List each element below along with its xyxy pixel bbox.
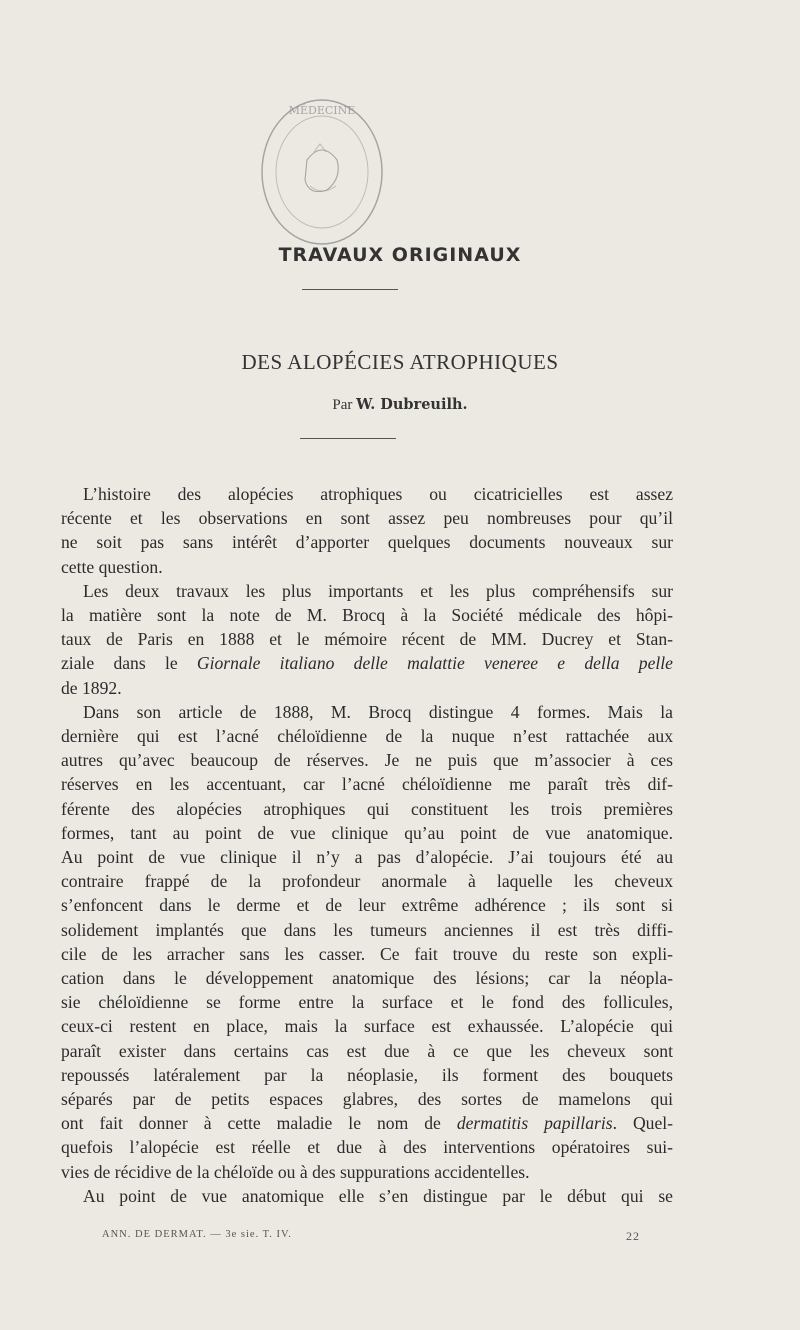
text-line: réserves en les accentuant, car l’acné chéloïdienne me paraît très dif- xyxy=(61,774,673,795)
text-line: ne soit pas sans intérêt d’apporter quelques documents nouveaux sur xyxy=(61,532,673,553)
text-line: formes, tant au point de vue clinique qu’au point de vue anatomique. xyxy=(61,822,673,843)
library-stamp-icon xyxy=(252,90,392,250)
article-title: DES ALOPÉCIES ATROPHIQUES xyxy=(241,350,559,374)
section-title: TRAVAUX ORIGINAUX xyxy=(278,244,522,266)
running-title: ANN. DE DERMAT. — 3e sie. T. IV. xyxy=(102,1229,292,1240)
text-line: sie chéloïdienne se forme entre la surface et le fond des follicules, xyxy=(61,992,673,1013)
disease-name: dermatitis papillaris xyxy=(456,1113,613,1134)
text-line: dernière qui est l’acné chéloïdienne de la nuque n’est rattachée aux xyxy=(61,726,673,747)
page-number: 22 xyxy=(626,1229,640,1243)
text-line: Au point de vue anatomique elle s’en distingue par le début qui se xyxy=(83,1185,673,1206)
text-line: cile de les arracher sans les casser. Ce fait trouve du reste son expli- xyxy=(61,943,673,964)
byline-prefix: Par xyxy=(332,397,353,413)
text-line: Dans son article de 1888, M. Brocq distingue 4 formes. Mais la xyxy=(83,701,673,722)
text-line: quefois l’alopécie est réelle et due à des interventions opératoires sui- xyxy=(61,1137,673,1158)
text-line: repoussés latéralement par la néoplasie, ils forment des bouquets xyxy=(61,1064,673,1085)
text-line: contraire frappé de la profondeur anormale à laquelle les cheveux xyxy=(61,871,673,892)
text-line: autres qu’avec beaucoup de réserves. Je ne puis que m’associer à ces xyxy=(61,750,673,771)
journal-title: Giornale italiano delle malattie veneree e della pelle xyxy=(196,653,673,674)
article-body xyxy=(61,482,673,1208)
text-line: solidement implantés que dans les tumeurs anciennes il est très diffi- xyxy=(61,919,673,940)
author-name: W. Dubreuilh. xyxy=(356,396,468,413)
text-line: paraît exister dans certains cas est due à ce que les cheveux sont xyxy=(61,1040,673,1061)
text-line: Au point de vue clinique il n’y a pas d’alopécie. J’ai toujours été au xyxy=(61,847,673,868)
text-line: s’enfoncent dans le derme et de leur extrême adhérence ; ils sont si xyxy=(61,895,673,916)
text-line: cette question. xyxy=(61,556,163,577)
text-line: récente et les observations en sont assez peu nombreuses pour qu’il xyxy=(61,508,673,529)
text-line: vies de récidive de la chéloïde ou à des suppurations accidentelles. xyxy=(61,1161,530,1182)
byline xyxy=(0,396,800,414)
text-fragment: . Quel- xyxy=(612,1113,674,1134)
stamp-arc-top: MÉDECINE xyxy=(288,104,356,117)
page-footer xyxy=(102,1229,640,1243)
text-line: taux de Paris en 1888 et le mémoire récent de MM. Ducrey et Stan- xyxy=(61,629,673,650)
text-line: la matière sont la note de M. Brocq à la Société médicale des hôpi- xyxy=(61,605,673,626)
text-line: de 1892. xyxy=(61,677,122,698)
text-line: L’histoire des alopécies atrophiques ou cicatricielles est assez xyxy=(83,484,673,504)
text-line xyxy=(61,1111,673,1135)
title-divider-top xyxy=(302,289,398,290)
text-fragment: ziale dans le xyxy=(61,653,178,674)
text-line: séparés par de petits espaces glabres, des sortes de mamelons qui xyxy=(61,1089,673,1110)
text-line: cation dans le développement anatomique des lésions; car la néopla- xyxy=(61,968,673,989)
text-line: ceux-ci restent en place, mais la surface est exhaussée. L’alopécie qui xyxy=(61,1016,673,1037)
text-line: férente des alopécies atrophiques qui constituent les trois premières xyxy=(61,798,673,819)
text-line: Les deux travaux les plus importants et les plus compréhensifs sur xyxy=(83,580,673,601)
text-fragment: ont fait donner à cette maladie le nom de xyxy=(61,1113,441,1134)
title-divider-bottom xyxy=(300,438,396,439)
text-line xyxy=(61,651,673,675)
